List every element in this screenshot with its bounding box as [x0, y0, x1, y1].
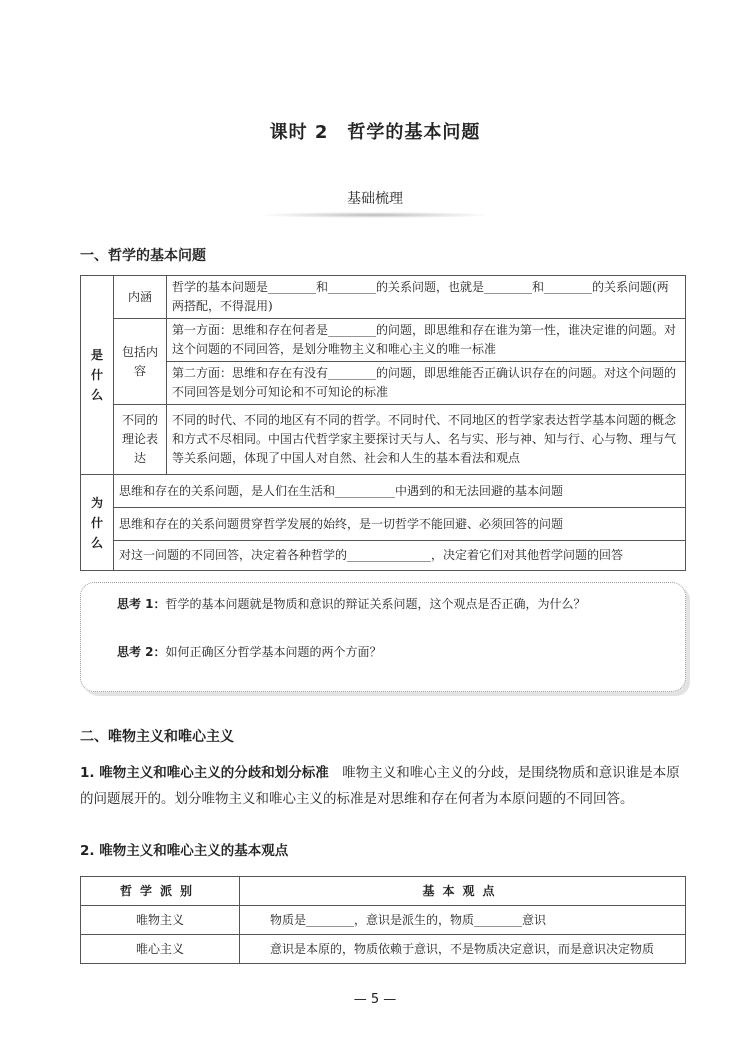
subtitle-underline: [265, 212, 485, 218]
think-box: [80, 582, 686, 692]
view-cell: 意识是本原的，物质依赖于意识，不是物质决定意识，而是意识决定物质: [240, 935, 686, 964]
table-row: [81, 362, 686, 405]
section-subtitle: 基础梳理: [347, 191, 403, 207]
row-text: 第一方面：思维和存在何者是________的问题，即思维和存在谁为第一性，谁决定谁的问题。对这个问题的不同回答，是划分唯物主义和唯心主义的唯一标准: [167, 319, 686, 362]
header-school: 哲学派别: [81, 877, 240, 906]
think-text: 如何正确区分哲学基本问题的两个方面？: [165, 645, 382, 659]
item1-title: 1. 唯物主义和唯心主义的分歧和划分标准: [80, 765, 329, 781]
table-row: [81, 508, 686, 541]
row-text: 第二方面：思维和存在有没有________的问题，即思维能否正确认识存在的问题。对这个问题的不同回答是划分可知论和不可知论的标准: [167, 362, 686, 405]
item2-title-text: 2. 唯物主义和唯心主义的基本观点: [80, 843, 289, 859]
what-label: 是什么: [81, 276, 114, 475]
school-cell: 唯物主义: [81, 906, 240, 935]
table-row: [81, 906, 686, 935]
why-label: 为什么: [81, 475, 114, 571]
row-text: 不同的时代、不同的地区有不同的哲学。不同时代、不同地区的哲学家表达哲学基本问题的概念和方式不尽相同。中国古代哲学家主要探讨天与人、名与实、形与神、知与行、心与物、理与气等关系问题，体现了中国人对自然、社会和人生的基本看法和观点: [167, 405, 686, 475]
table-row: [81, 475, 686, 508]
views-table: [80, 876, 686, 964]
think-text: 哲学的基本问题就是物质和意识的辩证关系问题，这个观点是否正确，为什么？: [165, 597, 586, 611]
school-cell: 唯心主义: [81, 935, 240, 964]
row-label: 包括内容: [114, 319, 167, 405]
why-text: 思维和存在的关系问题，是人们在生活和__________中遇到的和无法回避的基本问题: [114, 475, 686, 508]
header-views: 基本观点: [240, 877, 686, 906]
think-label: 思考 2：: [117, 645, 166, 659]
view-cell: 物质是________，意识是派生的，物质________意识: [240, 906, 686, 935]
section2-heading: 二、唯物主义和唯心主义: [80, 729, 234, 745]
table-header-row: [81, 877, 686, 906]
why-text: 思维和存在的关系问题贯穿哲学发展的始终，是一切哲学不能回避、必须回答的问题: [114, 508, 686, 541]
table-row: [81, 541, 686, 571]
section1-heading: 一、哲学的基本问题: [80, 248, 206, 264]
row-text: 哲学的基本问题是________和________的关系问题，也就是________和________的关系问题(两两搭配，不得混用): [167, 276, 686, 319]
think-question-2: [117, 643, 382, 660]
table-row: [81, 935, 686, 964]
why-text: 对这一问题的不同回答，决定着各种哲学的______________，决定着它们对其他哲学问题的回答: [114, 541, 686, 571]
think-label: 思考 1：: [117, 597, 166, 611]
item1-text: 唯物主义和唯心主义的分歧，是围绕物质和意识谁是本原的问题展开的。划分唯物主义和唯心主义的标准是对思维和存在何者为本原问题的不同回答。: [80, 765, 680, 807]
item1-paragraph: [80, 760, 686, 812]
row-label: 不同的理论表达: [114, 405, 167, 475]
think-question-1: [117, 595, 586, 612]
page-number: — 5 —: [353, 992, 397, 1007]
item2-title: [80, 838, 686, 864]
basic-question-table: [80, 275, 686, 571]
row-label: 内涵: [114, 276, 167, 319]
table-row: [81, 405, 686, 475]
page-title: 课时 2 哲学的基本问题: [269, 122, 481, 143]
table-row: [81, 276, 686, 319]
table-row: [81, 319, 686, 362]
